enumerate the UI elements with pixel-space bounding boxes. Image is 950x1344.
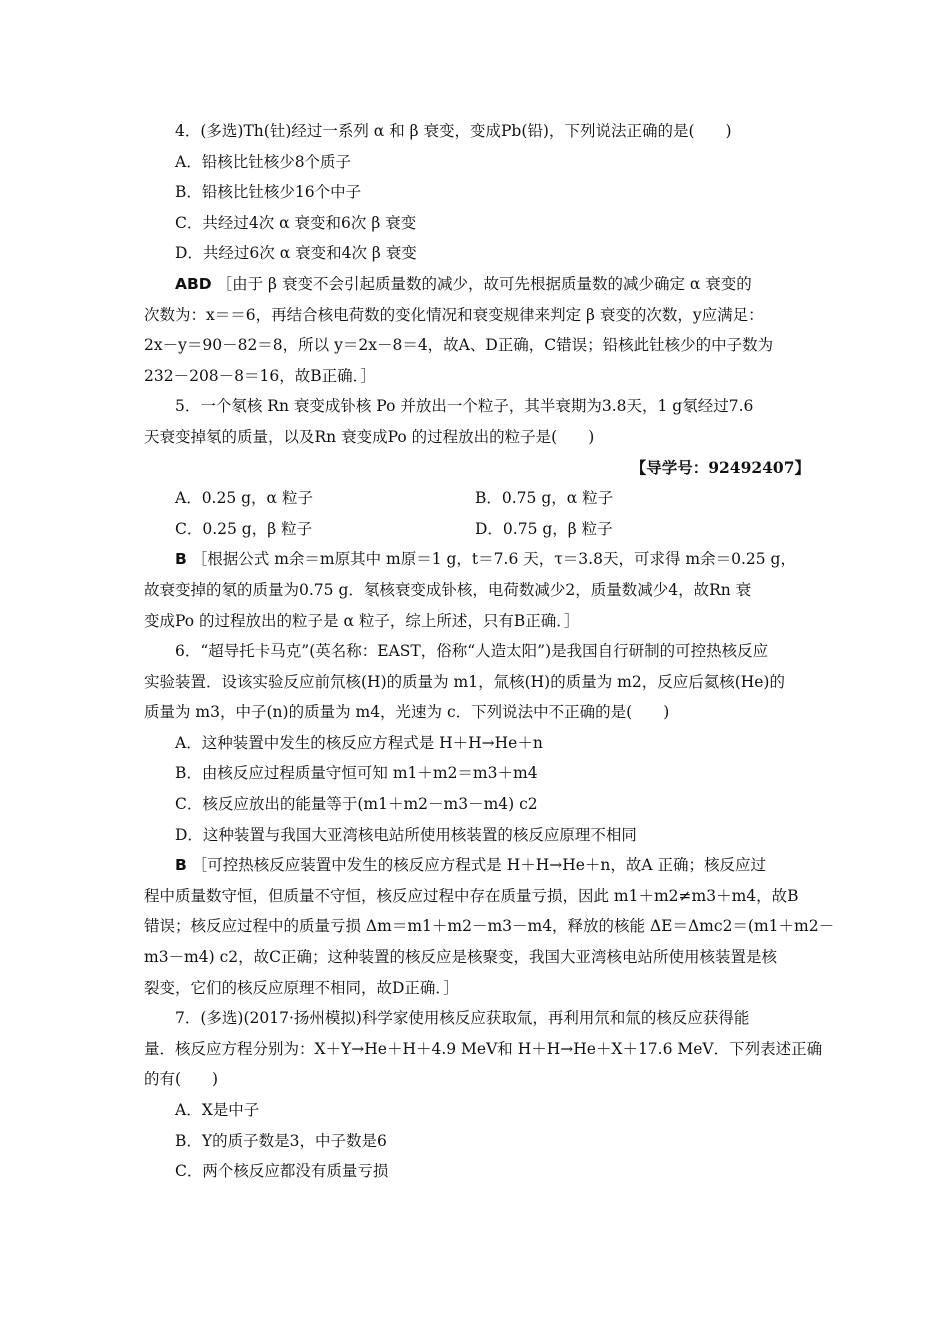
- q6-stem-3: 质量为 m3，中子(n)的质量为 m4，光速为 c．下列说法中不正确的是( ): [144, 703, 670, 722]
- q5-stem-1: 5．一个氡核 Rn 衰变成钋核 Po 并放出一个粒子，其半衰期为3.8天，1 g氡经过7.6: [175, 397, 754, 416]
- q4-explanation-3: 2x－y＝90－82＝8，所以 y＝2x－8＝4，故A、D正确，C错误；铅核此钍核少的中子数为: [144, 336, 774, 355]
- q5-option-a: A．0.25 g，α 粒子: [175, 489, 313, 508]
- q7-option-b: B．Y的质子数是3，中子数是6: [175, 1131, 387, 1150]
- q4-explanation-2: 次数为：x＝＝6，再结合核电荷数的变化情况和衰变规律来判定 β 衰变的次数，y应满足：: [144, 305, 764, 324]
- q6-explanation-4: m3－m4) c2，故C正确；这种装置的核反应是核聚变，我国大亚湾核电站所使用核装置是核: [144, 948, 777, 967]
- q5-option-c: C．0.25 g，β 粒子: [175, 519, 313, 538]
- q5-explanation-2: 故衰变掉的氡的质量为0.75 g．氡核衰变成钋核，电荷数减少2，质量数减少4，故Rn 衰: [144, 580, 752, 599]
- q6-explanation-3: 错误；核反应过程中的质量亏损 Δm＝m1＋m2－m3－m4，释放的核能 ΔE＝Δmc2＝(m1＋m2－: [144, 917, 835, 936]
- q4-option-a: A．铅核比钍核少8个质子: [175, 152, 352, 171]
- q7-option-c: C．两个核反应都没有质量亏损: [175, 1162, 389, 1181]
- q5-explanation-3: 变成Po 的过程放出的粒子是 α 粒子，综上所述，只有B正确．］: [144, 611, 580, 630]
- q6-explanation-5: 裂变，它们的核反应原理不相同，故D正确．］: [144, 978, 459, 997]
- question-content: [144, 116, 835, 1187]
- q5-options-row-2: [144, 514, 810, 545]
- q5-guide-number: 【导学号：92492407】: [630, 457, 810, 477]
- q6-answer-line: [144, 850, 810, 881]
- q4-explanation-1: ［由于 β 衰变不会引起质量数的减少，故可先根据质量数的减少确定 α 衰变的: [216, 274, 752, 293]
- q7-stem-3: 的有( ): [144, 1070, 219, 1089]
- q6-explanation-2: 程中质量数守恒，但质量不守恒，核反应过程中存在质量亏损，因此 m1＋m2≠m3＋m4，故B: [144, 886, 799, 905]
- q5-answer-label: B: [175, 550, 187, 569]
- q6-explanation-1: ［可控热核反应装置中发生的核反应方程式是 H＋H→He＋n，故A 正确；核反应过: [191, 856, 767, 875]
- q5-option-b: B．0.75 g，α 粒子: [475, 489, 614, 508]
- q6-option-b: B．由核反应过程质量守恒可知 m1＋m2＝m3＋m4: [175, 764, 538, 783]
- q4-option-b: B．铅核比钍核少16个中子: [175, 183, 362, 202]
- q6-answer-label: B: [175, 856, 187, 875]
- q6-option-d: D．这种装置与我国大亚湾核电站所使用核装置的核反应原理不相同: [175, 825, 637, 844]
- q6-stem-1: 6．“超导托卡马克”(英名称：EAST，俗称“人造太阳”)是我国自行研制的可控热核反应: [175, 642, 769, 661]
- q4-option-d: D．共经过6次 α 衰变和4次 β 衰变: [175, 244, 417, 263]
- q4-option-c: C．共经过4次 α 衰变和6次 β 衰变: [175, 213, 417, 232]
- q7-option-a: A．X是中子: [175, 1101, 260, 1119]
- q6-stem-2: 实验装置．设该实验反应前氘核(H)的质量为 m1，氚核(H)的质量为 m2，反应后氦核(He)的: [144, 672, 785, 691]
- q7-stem-2: 量．核反应方程分别为：X＋Y→He＋H＋4.9 MeV和 H＋H→He＋X＋17.6 MeV．下列表述正确: [144, 1039, 823, 1058]
- q5-options-row-1: [144, 483, 810, 514]
- q6-option-a: A．这种装置中发生的核反应方程式是 H＋H→He＋n: [175, 733, 543, 752]
- q4-explanation-4: 232－208－8＝16，故B正确．］: [144, 366, 376, 385]
- q5-answer-line: [144, 544, 810, 575]
- q5-explanation-1: ［根据公式 m余＝m原其中 m原＝1 g，t＝7.6 天，τ＝3.8天，可求得 m余＝0.25 g，: [191, 550, 796, 569]
- q6-option-c: C．核反应放出的能量等于(m1＋m2－m3－m4) c2: [175, 795, 538, 814]
- q4-answer-line: [144, 269, 810, 300]
- q5-stem-2: 天衰变掉氡的质量，以及Rn 衰变成Po 的过程放出的粒子是( ): [144, 427, 595, 446]
- q7-stem-1: 7．(多选)(2017·扬州模拟)科学家使用核反应获取氚，再利用氘和氚的核反应获得能: [175, 1009, 750, 1028]
- q5-option-d: D．0.75 g，β 粒子: [475, 519, 613, 538]
- q4-answer-label: ABD: [175, 274, 212, 293]
- q4-stem: 4．(多选)Th(钍)经过一系列 α 和 β 衰变，变成Pb(铅)，下列说法正确的是( ): [175, 122, 732, 140]
